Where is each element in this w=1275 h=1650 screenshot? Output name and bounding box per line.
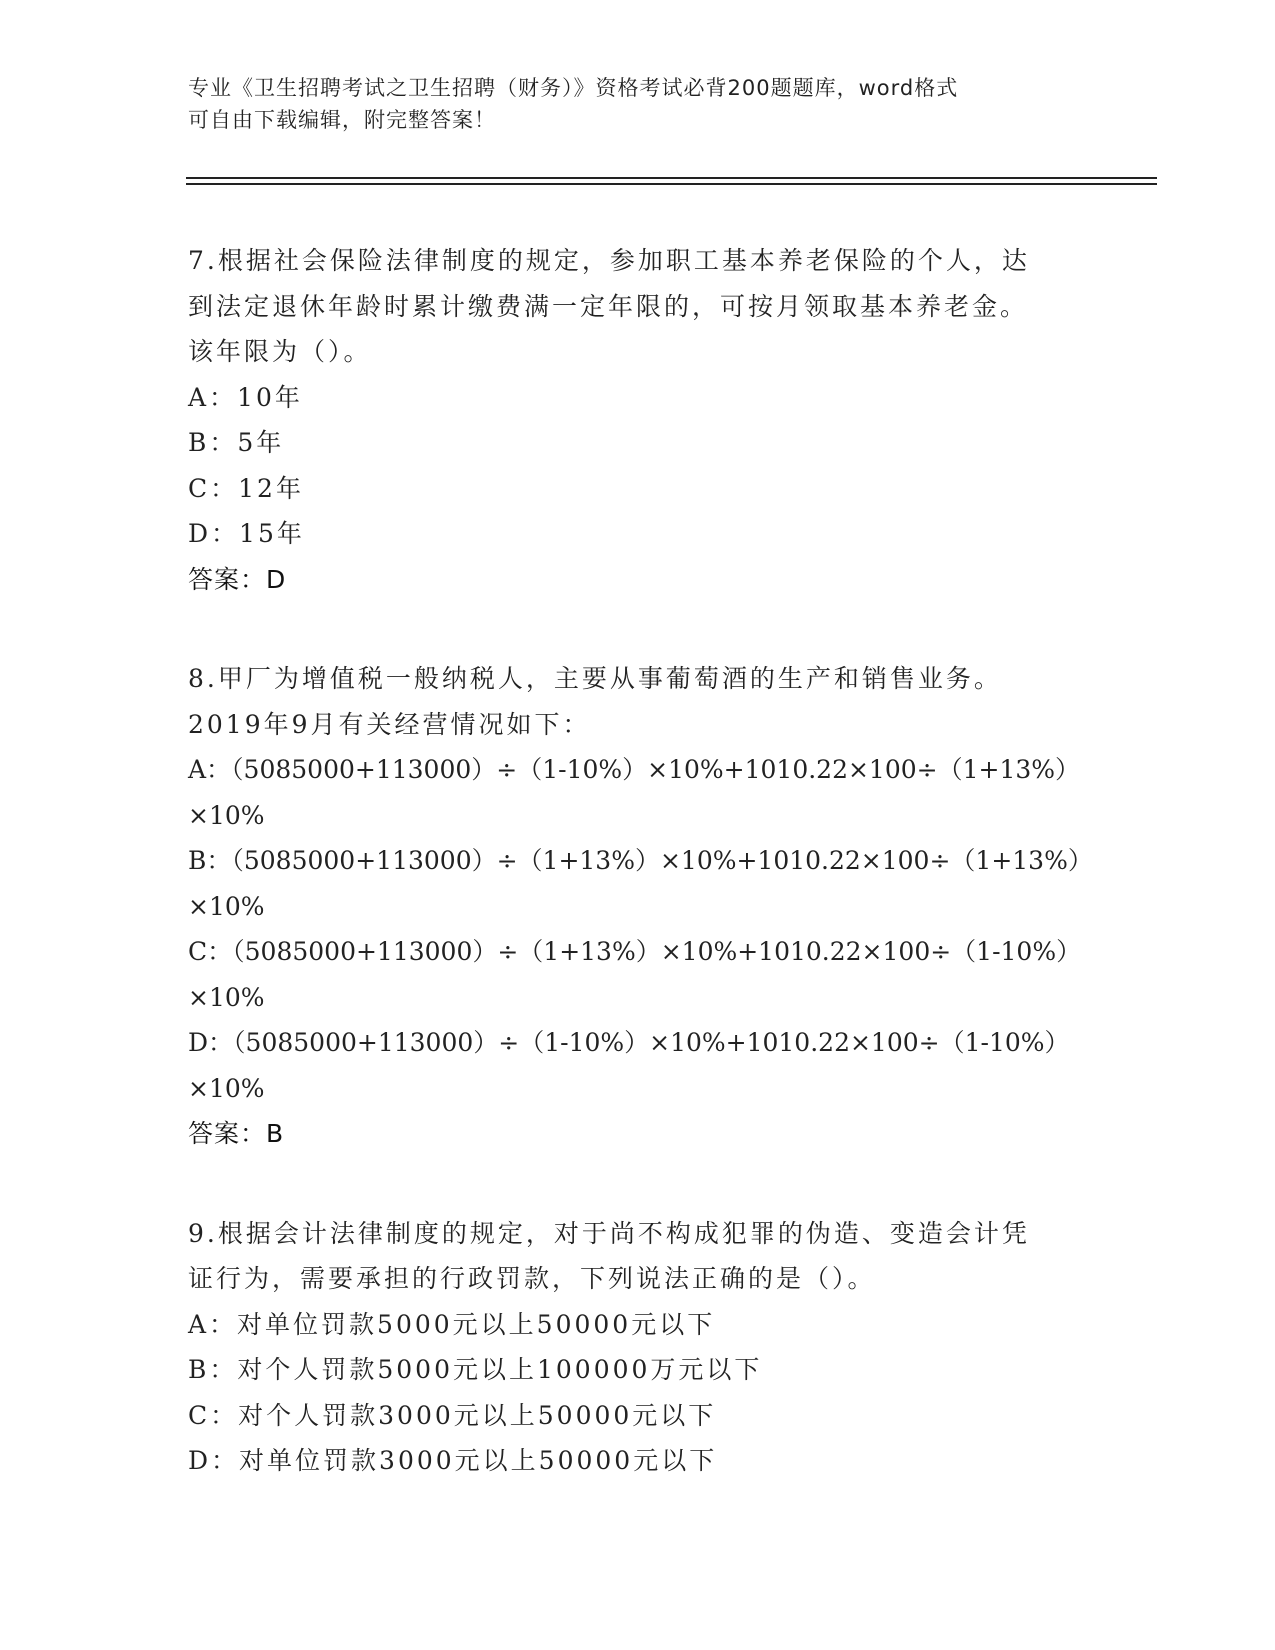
answer-line: 答案：B — [188, 1119, 285, 1148]
header-title-line-2: 可自由下载编辑，附完整答案！ — [188, 108, 496, 132]
header-title-line-1: 专业《卫生招聘考试之卫生招聘（财务）》资格考试必背200题题库，word格式 — [188, 76, 959, 100]
option-a: A：10年 — [188, 382, 303, 412]
question-stem-line: 8.甲厂为增值税一般纳税人，主要从事葡萄酒的生产和销售业务。 — [188, 664, 1002, 693]
header-divider-top — [186, 177, 1157, 179]
document-header — [188, 72, 1088, 136]
option-a-continued: ×10% — [188, 800, 265, 830]
option-c: C：对个人罚款3000元以上50000元以下 — [188, 1400, 717, 1430]
option-c-continued: ×10% — [188, 982, 265, 1012]
option-b: B：（5085000+113000）÷（1+13%）×10%+1010.22×100÷（1+13%） — [188, 846, 1093, 875]
option-a: A：对单位罚款5000元以上50000元以下 — [188, 1309, 716, 1339]
option-b-continued: ×10% — [188, 891, 265, 921]
option-b: B：对个人罚款5000元以上100000万元以下 — [188, 1355, 763, 1384]
option-b: B：5年 — [188, 428, 285, 457]
option-c: C：12年 — [188, 473, 304, 503]
option-d: D：15年 — [188, 519, 305, 548]
question-stem-line: 到法定退休年龄时累计缴费满一定年限的，可按月领取基本养老金。 — [188, 291, 1029, 321]
option-a: A：（5085000+113000）÷（1-10%）×10%+1010.22×100÷（1+13%） — [188, 755, 1081, 784]
question-stem-line: 该年限为（）。 — [188, 337, 372, 366]
header-divider-bottom — [186, 183, 1157, 185]
question-9 — [188, 1211, 1088, 1484]
question-stem-line: 7.根据社会保险法律制度的规定，参加职工基本养老保险的个人，达 — [188, 246, 1030, 275]
question-stem-line: 2019年9月有关经营情况如下： — [188, 709, 591, 739]
option-c: C：（5085000+113000）÷（1+13%）×10%+1010.22×100÷（1-10%） — [188, 937, 1082, 966]
question-stem-line: 证行为，需要承担的行政罚款，下列说法正确的是（）。 — [188, 1264, 876, 1293]
question-stem-line: 9.根据会计法律制度的规定，对于尚不构成犯罪的伪造、变造会计凭 — [188, 1218, 1030, 1248]
question-8 — [188, 656, 1093, 1157]
option-d: D：（5085000+113000）÷（1-10%）×10%+1010.22×100÷（1-10%） — [188, 1028, 1070, 1057]
question-list — [188, 238, 1093, 1538]
question-7 — [188, 238, 1088, 602]
option-d: D：对单位罚款3000元以上50000元以下 — [188, 1446, 718, 1475]
answer-line: 答案：D — [188, 564, 287, 594]
option-d-continued: ×10% — [188, 1073, 265, 1103]
